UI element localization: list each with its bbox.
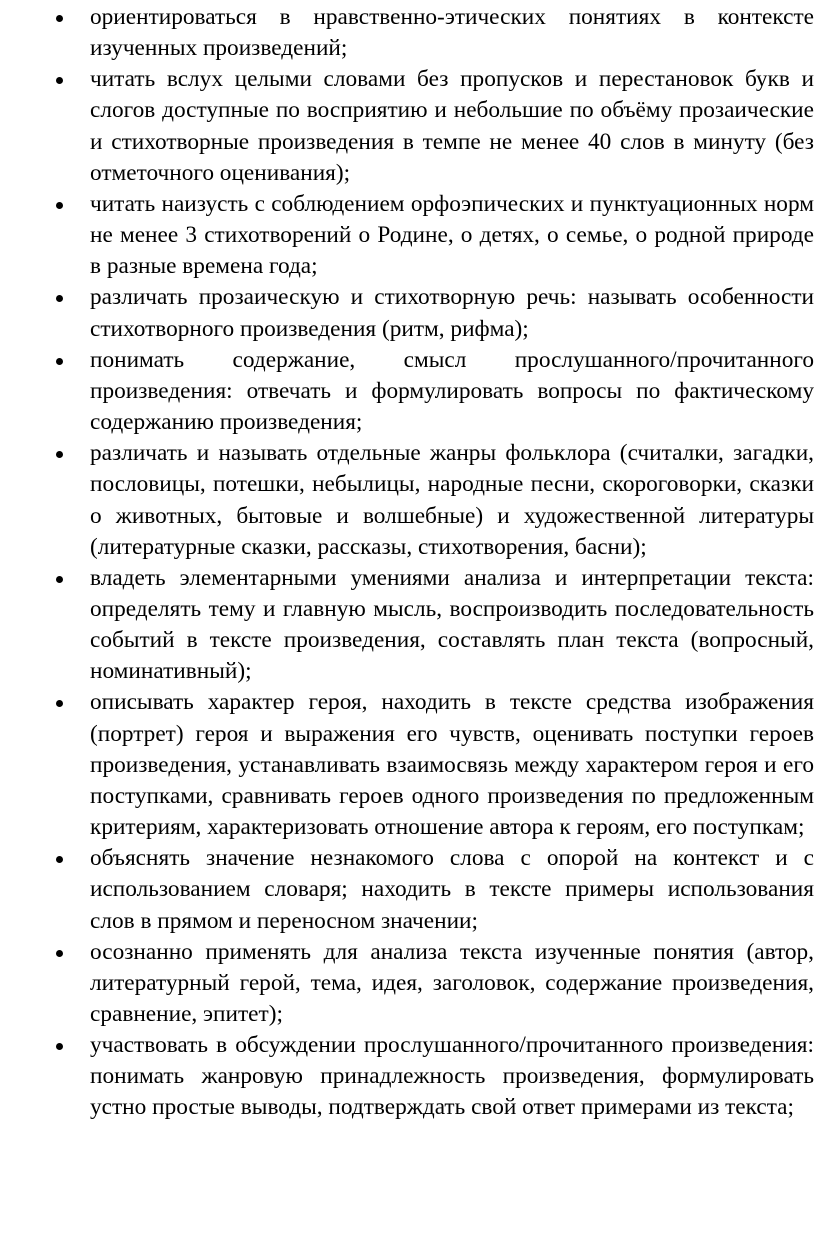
list-item	[0, 438, 816, 563]
bullet-icon	[56, 202, 63, 209]
list-item-text: владеть элементарными умениями анализа и интерпретации текста: определять тему и главную мысль, воспроизводить последовательность событий в тексте произведения, составлять план текста (вопросный, номинативный);	[90, 564, 814, 685]
list-item-text: участвовать в обсуждении прослушанного/прочитанного произведения: понимать жанровую принадлежность произведения, формулировать устно простые выводы, подтверждать свой ответ примерами из текста;	[90, 1032, 814, 1121]
list-item	[0, 1030, 816, 1123]
list-item-text: различать прозаическую и стихотворную речь: называть особенности стихотворного произведения (ритм, рифма);	[90, 284, 814, 342]
list-item-text: описывать характер героя, находить в тексте средства изображения (портрет) героя и выражения его чувств, оценивать поступки героев произведения, устанавливать взаимосвязь между характером героя и его поступками, сравнивать героев одного произведения по предложенным критериям, характеризовать отношение автора к героям, его поступкам;	[90, 689, 814, 841]
bullet-icon	[56, 15, 63, 22]
list-item-text: осознанно применять для анализа текста изученные понятия (автор, литературный герой, тема, идея, заголовок, содержание произведения, сравнение, эпитет);	[90, 938, 814, 1027]
list-item-text: читать вслух целыми словами без пропусков и перестановок букв и слогов доступные по восприятию и небольшие по объёму прозаические и стихотворные произведения в темпе не менее 40 слов в минуту (без отметочного оценивания);	[90, 66, 814, 186]
list-item-text: читать наизусть с соблюдением орфоэпических и пунктуационных норм не менее 3 стихотворений о Родине, о детях, о семье, о родной природе в разные времена года;	[90, 190, 814, 280]
list-item	[0, 2, 816, 64]
list-item-text: различать и называть отдельные жанры фольклора (считалки, загадки, пословицы, потешки, небылицы, народные песни, скороговорки, сказки о животных, бытовые и волшебные) и художественной литературы (литературные сказки, рассказы, стихотворения, басни);	[90, 440, 814, 560]
list-item	[0, 282, 816, 344]
bullet-icon	[56, 451, 63, 458]
bullet-icon	[56, 856, 63, 863]
list-item-text: ориентироваться в нравственно-этических понятиях в контексте изученных произведений;	[90, 4, 814, 62]
list-item	[0, 937, 816, 1030]
bullet-icon	[56, 576, 63, 583]
list-item-text: объяснять значение незнакомого слова с опорой на контекст и с использованием словаря; находить в тексте примеры использования слов в прямом и переносном значении;	[90, 845, 814, 934]
bullet-icon	[56, 358, 63, 365]
bullet-icon	[56, 1043, 63, 1050]
list-item	[0, 843, 816, 936]
bullet-icon	[56, 295, 63, 302]
list-item	[0, 345, 816, 438]
bullet-icon	[56, 77, 63, 84]
list-item-text: понимать содержание, смысл прослушанного/прочитанного произведения: отвечать и формулировать вопросы по фактическому содержанию произведения;	[90, 346, 814, 436]
list-item	[0, 64, 816, 189]
bullet-icon	[56, 950, 63, 957]
bullet-icon	[56, 700, 63, 707]
list-item	[0, 189, 816, 282]
bullet-list	[0, 2, 816, 1124]
list-item	[0, 687, 816, 843]
list-item	[0, 563, 816, 688]
